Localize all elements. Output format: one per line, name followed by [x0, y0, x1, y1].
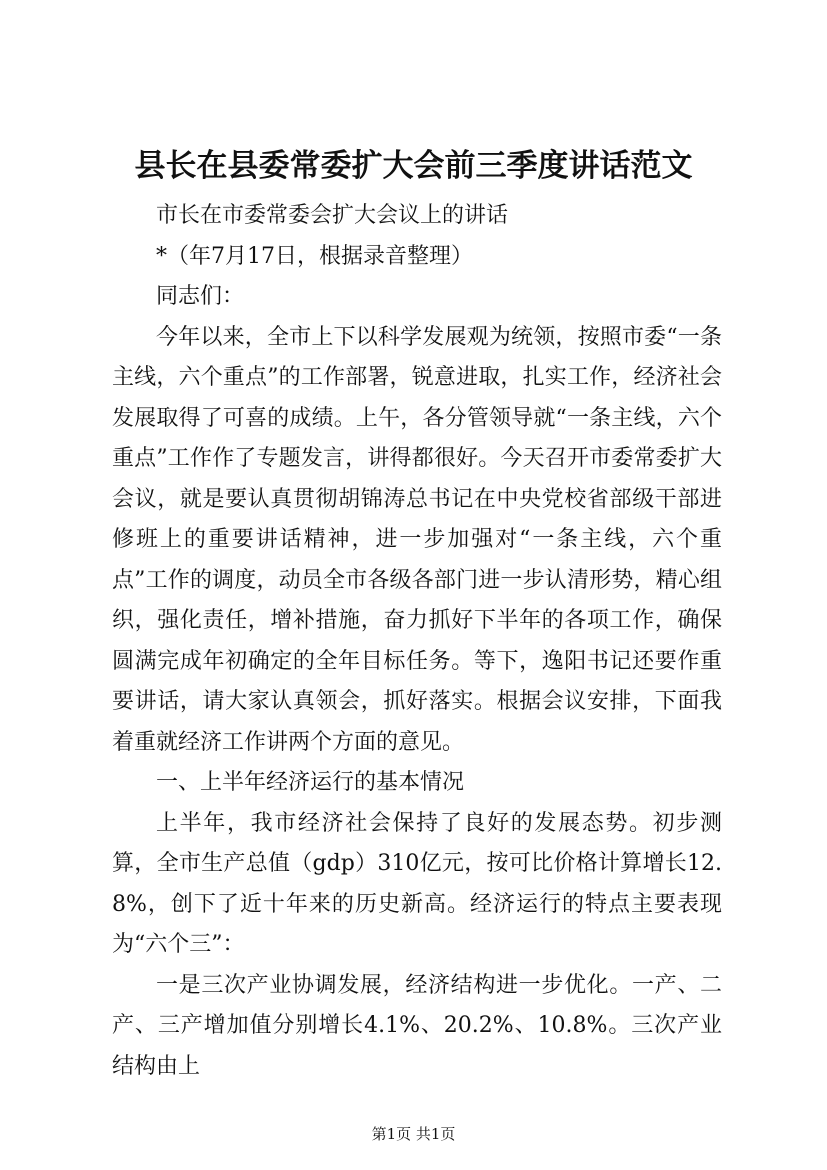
- document-body: [112, 196, 722, 1087]
- intro-paragraph: 今年以来，全市上下以科学发展观为统领，按照市委“一条主线，六个重点”的工作部署，锐意进取，扎实工作，经济社会发展取得了可喜的成绩。上午，各分管领导就“一条主线，六个重点”工作作了专题发言，讲得都很好。今天召开市委常委扩大会议，就是要认真贯彻胡锦涛总书记在中央党校省部级干部进修班上的重要讲话精神，进一步加强对“一条主线，六个重点”工作的调度，动员全市各级各部门进一步认清形势，精心组织，强化责任，增补措施，奋力抓好下半年的各项工作，确保圆满完成年初确定的全年目标任务。等下，逸阳书记还要作重要讲话，请大家认真领会，抓好落实。根据会议安排，下面我着重就经济工作讲两个方面的意见。: [112, 324, 722, 755]
- page-footer: 第1页 共1页: [371, 1125, 456, 1143]
- speech-date-note: *（年7月17日，根据录音整理）: [156, 243, 473, 269]
- economy-paragraph: 上半年，我市经济社会保持了良好的发展态势。初步测算，全市生产总值（gdp）310亿元，按可比价格计算增长12.8%，创下了近十年来的历史新高。经济运行的特点主要表现为“六个三”：: [112, 810, 722, 957]
- industry-paragraph: 一是三次产业协调发展，经济结构进一步优化。一产、二产、三产增加值分别增长4.1%、20.2%、10.8%。三次产业结构由上: [112, 972, 722, 1079]
- section-heading-1: 一、上半年经济运行的基本情况: [156, 770, 465, 795]
- speech-heading: 市长在市委常委会扩大会议上的讲话: [156, 203, 509, 228]
- document-title: 县长在县委常委扩大会前三季度讲话范文: [134, 148, 693, 184]
- salutation: 同志们：: [156, 284, 245, 309]
